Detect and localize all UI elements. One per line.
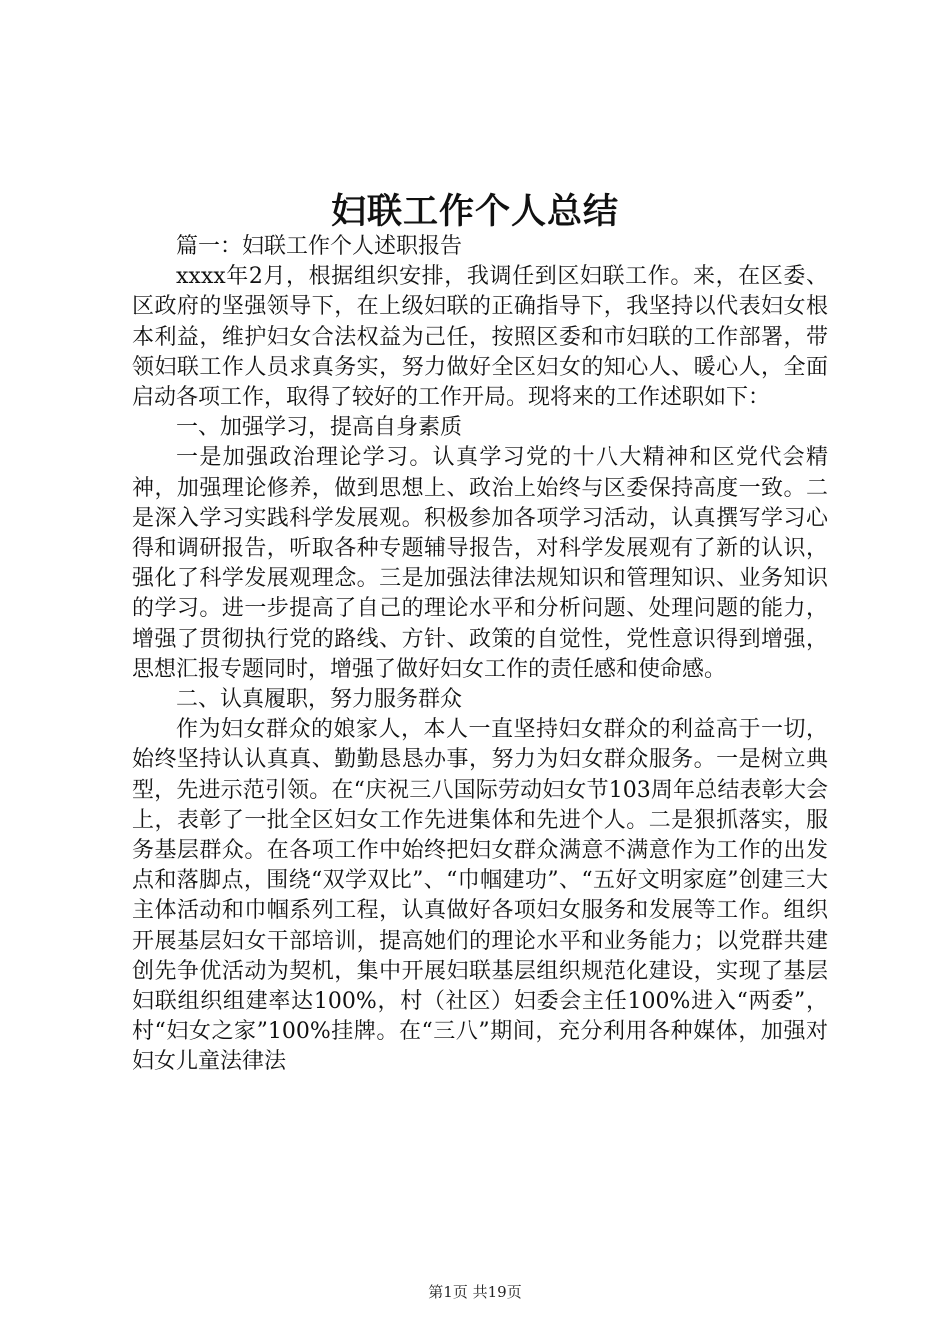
paragraph: xxxx年2月，根据组织安排，我调任到区妇联工作。来，在区委、区政府的坚强领导下，在上级妇联的正确指导下，我坚持以代表妇女根本利益，维护妇女合法权益为己任，按照区委和市妇联的工作部署，带领妇联工作人员求真务实，努力做好全区妇女的知心人、暖心人，全面启动各项工作，取得了较好的工作开局。现将来的工作述职如下：	[132, 264, 828, 411]
section-heading: 一、加强学习，提高自身素质	[176, 415, 463, 441]
paragraph: 一是加强政治理论学习。认真学习党的十八大精神和区党代会精神，加强理论修养，做到思想上、政治上始终与区委保持高度一致。二是深入学习实践科学发展观。积极参加各项学习活动，认真撰写学习心得和调研报告，听取各种专题辅导报告，对科学发展观有了新的认识，强化了科学发展观理念。三是加强法律法规知识和管理知识、业务知识的学习。进一步提高了自己的理论水平和分析问题、处理问题的能力，增强了贯彻执行党的路线、方针、政策的自觉性，党性意识得到增强，思想汇报专题同时，增强了做好妇女工作的责任感和使命感。	[132, 445, 828, 682]
section-heading: 二、认真履职，努力服务群众	[176, 687, 463, 713]
section-heading: 篇一：妇联工作个人述职报告	[176, 234, 463, 259]
document-body	[132, 232, 828, 1078]
document-title: 妇联工作个人总结	[330, 191, 619, 232]
paragraph: 作为妇女群众的娘家人，本人一直坚持妇女群众的利益高于一切，始终坚持认认真真、勤勤恳恳办事，努力为妇女群众服务。一是树立典型，先进示范引领。在“庆祝三八国际劳动妇女节103周年总结表彰大会上，表彰了一批全区妇女工作先进集体和先进个人。二是狠抓落实，服务基层群众。在各项工作中始终把妇女群众满意不满意作为工作的出发点和落脚点，围绕“双学双比”、“巾帼建功”、“五好文明家庭”创建三大主体活动和巾帼系列工程，认真做好各项妇女服务和发展等工作。组织开展基层妇女干部培训，提高她们的理论水平和业务能力；以党群共建创先争优活动为契机，集中开展妇联基层组织规范化建设，实现了基层妇联组织组建率达100%，村（社区）妇委会主任100%进入“两委”，村“妇女之家”100%挂牌。在“三八”期间，充分利用各种媒体，加强对妇女儿童法律法	[132, 717, 828, 1075]
page-number-footer: 第1页 共19页	[428, 1283, 522, 1301]
